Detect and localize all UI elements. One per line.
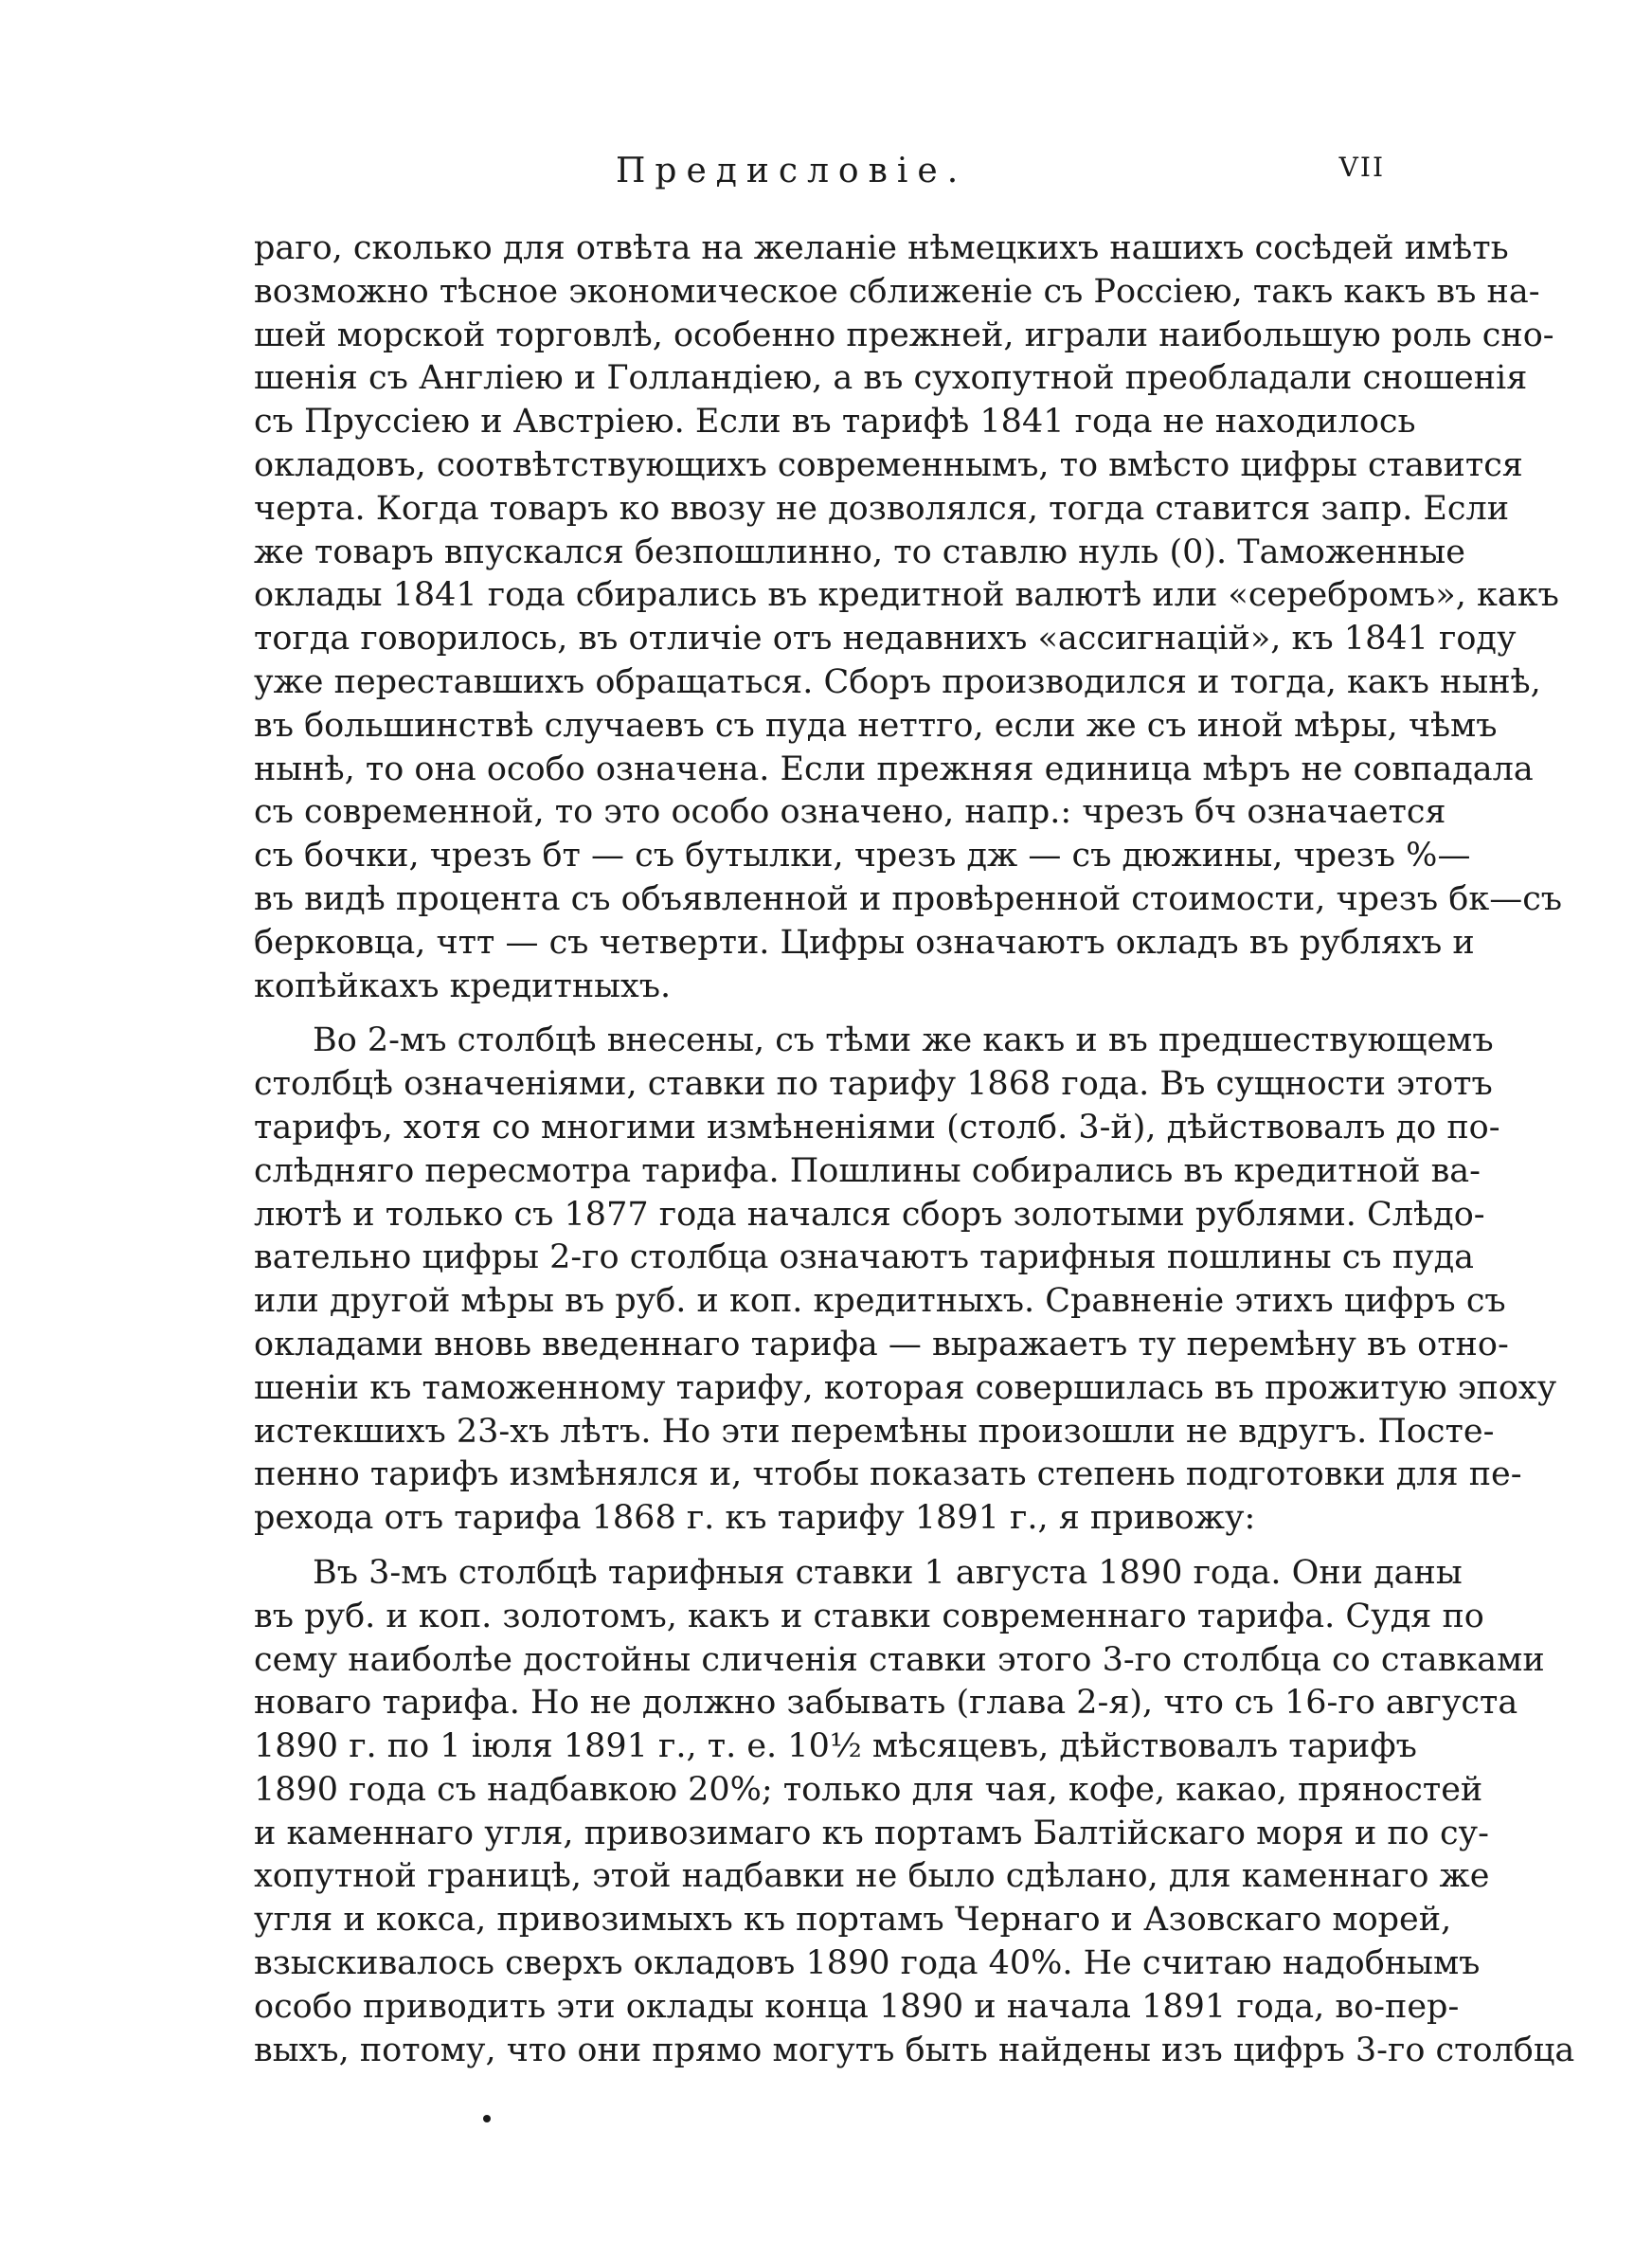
text-line: съ бочки, чрезъ бт — съ бутылки, чрезъ дж — съ дюжины, чрезъ %—: [254, 837, 1471, 876]
paragraph: [254, 227, 1563, 1008]
text-line: въ большинствѣ случаевъ съ пуда неттго, если же съ иной мѣры, чѣмъ: [254, 706, 1498, 745]
text-line: лютѣ и только съ 1877 года начался сборъ золотыми рублями. Слѣдо-: [254, 1195, 1485, 1234]
text-line: копѣйкахъ кредитныхъ.: [254, 966, 672, 1005]
page-header: [0, 152, 1652, 199]
text-line: или другой мѣры въ руб. и коп. кредитныхъ. Сравненіе этихъ цифръ съ: [254, 1282, 1506, 1321]
text-line: взыскивалось сверхъ окладовъ 1890 года 40%. Не считаю надобнымъ: [254, 1944, 1481, 1983]
text-line: окладами вновь введеннаго тарифа — выражаетъ ту перемѣну въ отно-: [254, 1325, 1509, 1363]
text-line: выхъ, потому, что они прямо могутъ быть найдены изъ цифръ 3-го столбца: [254, 2031, 1575, 2069]
text-line: особо приводить эти оклады конца 1890 и начала 1891 года, во-пер-: [254, 1987, 1460, 2026]
text-line: угля и кокса, привозимыхъ къ портамъ Чернаго и Азовскаго морей,: [254, 1901, 1452, 1940]
paragraph: [254, 1020, 1557, 1541]
text-line: вательно цифры 2-го столбца означаютъ тарифныя пошлины съ пуда: [254, 1238, 1475, 1277]
paragraph: [254, 1552, 1575, 2073]
text-line: шей морской торговлѣ, особенно прежней, играли наибольшую роль сно-: [254, 316, 1554, 354]
text-line: берковца, чтт — съ четверти. Цифры означаютъ окладъ въ рубляхъ и: [254, 923, 1475, 962]
text-line: Въ 3-мъ столбцѣ тарифныя ставки 1 августа 1890 года. Они даны: [313, 1553, 1463, 1592]
text-line: шеніи къ таможенному тарифу, которая совершилась въ прожитую эпоху: [254, 1368, 1557, 1407]
text-line: 1890 года съ надбавкою 20%; только для чая, кофе, какао, пряностей: [254, 1770, 1483, 1809]
text-line: съ Пруссіею и Австріею. Если въ тарифѣ 1841 года не находилось: [254, 403, 1416, 442]
ink-spot: [483, 2115, 491, 2122]
text-line: столбцѣ означеніями, ставки по тарифу 1868 года. Въ сущности этотъ: [254, 1065, 1493, 1104]
text-line: уже переставшихъ обращаться. Сборъ производился и тогда, какъ нынѣ,: [254, 662, 1541, 701]
text-line: возможно тѣсное экономическое сближеніе съ Россіею, такъ какъ въ на-: [254, 272, 1540, 311]
text-line: истекшихъ 23-хъ лѣтъ. Но эти перемѣны произошли не вдругъ. Посте-: [254, 1412, 1495, 1451]
text-line: нынѣ, то она особо означена. Если прежняя единица мѣръ не совпадала: [254, 749, 1534, 788]
body-text: [254, 227, 1575, 2072]
page-number: VII: [1338, 152, 1385, 183]
text-line: Во 2-мъ столбцѣ внесены, съ тѣми же какъ и въ предшествующемъ: [313, 1021, 1494, 1060]
text-line: оклады 1841 года сбирались въ кредитной валютѣ или «серебромъ», какъ: [254, 576, 1559, 615]
text-line: и каменнаго угля, привозимаго къ портамъ Балтійскаго моря и по су-: [254, 1814, 1489, 1852]
text-line: пенно тарифъ измѣнялся и, чтобы показать степень подготовки для пе-: [254, 1455, 1522, 1494]
text-line: 1890 г. по 1 іюля 1891 г., т. е. 10½ мѣсяцевъ, дѣйствовалъ тарифъ: [254, 1727, 1417, 1766]
text-line: въ видѣ процента съ объявленной и провѣренной стоимости, чрезъ бк—съ: [254, 879, 1563, 918]
text-line: рехода отъ тарифа 1868 г. къ тарифу 1891 г., я привожу:: [254, 1499, 1256, 1538]
text-line: же товаръ впускался безпошлинно, то ставлю нуль (0). Таможенные: [254, 533, 1465, 571]
text-line: окладовъ, соотвѣтствующихъ современнымъ, то вмѣсто цифры ставится: [254, 445, 1523, 484]
text-line: шенія съ Англіею и Голландіею, а въ сухопутной преобладали сношенія: [254, 359, 1528, 398]
text-line: тогда говорилось, въ отличіе отъ недавнихъ «ассигнацій», къ 1841 году: [254, 620, 1517, 659]
text-line: сему наиболѣе достойны сличенія ставки этого 3-го столбца со ставками: [254, 1640, 1545, 1679]
text-line: черта. Когда товаръ ко ввозу не дозволялся, тогда ставится запр. Если: [254, 489, 1510, 528]
text-line: раго, сколько для отвѣта на желаніе нѣмецкихъ нашихъ сосѣдей имѣть: [254, 229, 1509, 267]
text-line: въ руб. и коп. золотомъ, какъ и ставки современнаго тарифа. Судя по: [254, 1597, 1484, 1635]
running-title: Предисловіе.: [616, 152, 968, 190]
text-line: тарифъ, хотя со многими измѣненіями (столб. 3-й), дѣйствовалъ до по-: [254, 1108, 1500, 1147]
text-line: хопутной границѣ, этой надбавки не было сдѣлано, для каменнаго же: [254, 1857, 1490, 1896]
text-line: слѣдняго пересмотра тарифа. Пошлины собирались въ кредитной ва-: [254, 1151, 1481, 1190]
text-line: съ современной, то это особо означено, напр.: чрезъ бч означается: [254, 793, 1446, 832]
text-line: новаго тарифа. Но не должно забывать (глава 2-я), что съ 16-го августа: [254, 1684, 1518, 1723]
